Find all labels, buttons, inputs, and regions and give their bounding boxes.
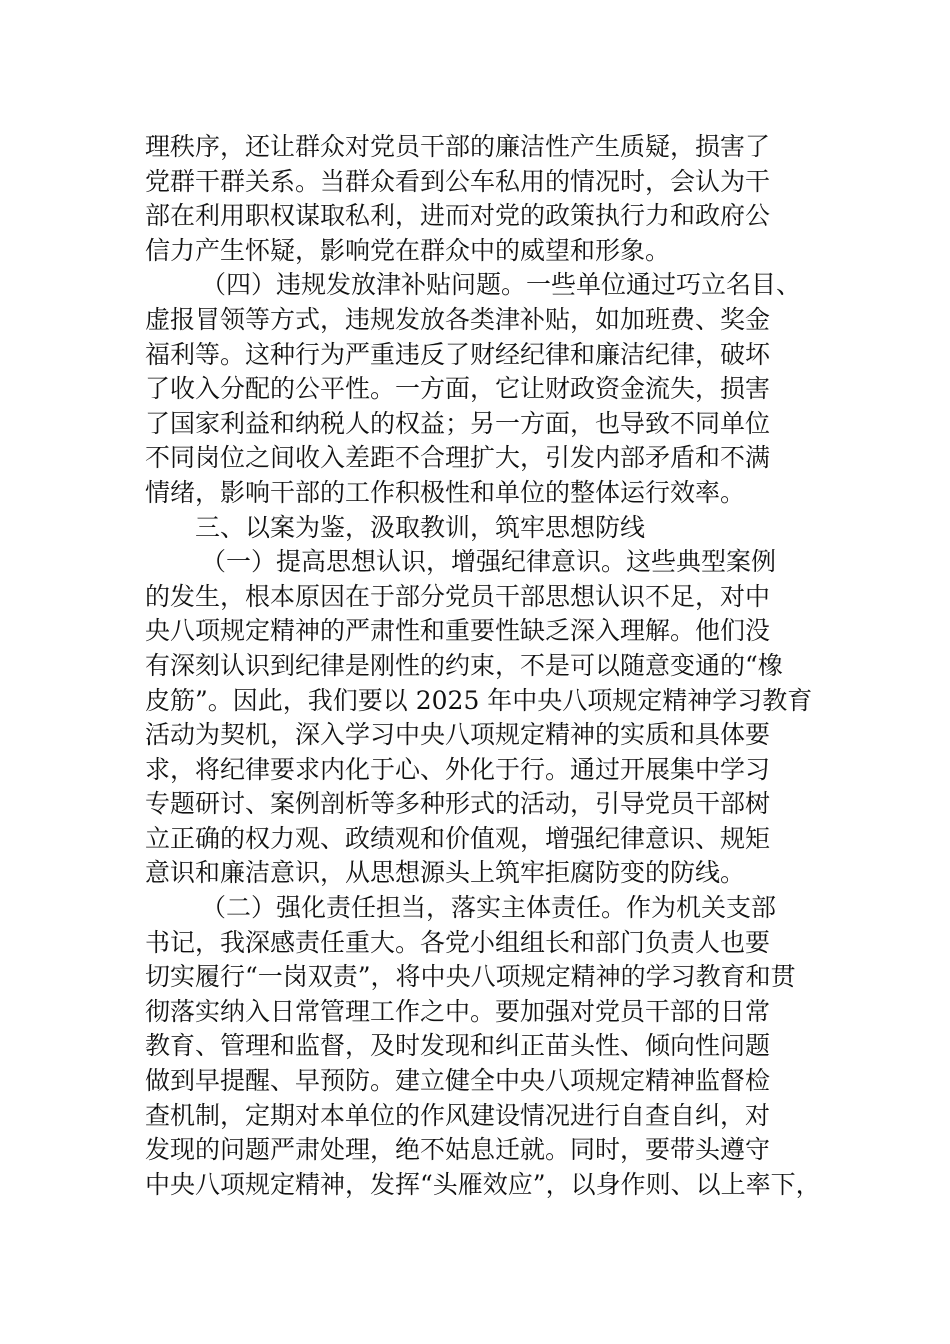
- paragraph-line: 彻落实纳入日常管理工作之中。要加强对党员干部的日常: [145, 996, 771, 1026]
- paragraph-continuation-line: 部在利用职权谋取私利，进而对党的政策执行力和政府公: [145, 201, 771, 231]
- paragraph-line: 不同岗位之间收入差距不合理扩大，引发内部矛盾和不满: [145, 443, 771, 473]
- paragraph-line: 了收入分配的公平性。一方面，它让财政资金流失，损害: [145, 374, 771, 404]
- paragraph-line: 发现的问题严肃处理，绝不姑息迁就。同时，要带头遵守: [145, 1135, 771, 1165]
- paragraph-line: 专题研讨、案例剖析等多种形式的活动，引导党员干部树: [145, 789, 771, 819]
- subsection-four-heading-line: （四）违规发放津补贴问题。一些单位通过巧立名目、: [201, 270, 802, 300]
- paragraph-line: 中央八项规定精神，发挥“头雁效应”，以身作则、以上率下，: [145, 1169, 821, 1199]
- paragraph-line: 做到早提醒、早预防。建立健全中央八项规定精神监督检: [145, 1066, 771, 1096]
- section-three-heading: 三、以案为鉴，汲取教训，筑牢思想防线: [195, 512, 646, 542]
- paragraph-continuation-line: 党群干群关系。当群众看到公车私用的情况时，会认为干: [145, 166, 771, 196]
- paragraph-line: 意识和廉洁意识，从思想源头上筑牢拒腐防变的防线。: [145, 858, 746, 888]
- paragraph-continuation-line: 信力产生怀疑，影响党在群众中的威望和形象。: [145, 235, 671, 265]
- paragraph-line: 求，将纪律要求内化于心、外化于行。通过开展集中学习: [145, 754, 771, 784]
- paragraph-line: 的发生，根本原因在于部分党员干部思想认识不足，对中: [145, 581, 771, 611]
- paragraph-line: 央八项规定精神的严肃性和重要性缺乏深入理解。他们没: [145, 616, 771, 646]
- paragraph-line: 查机制，定期对本单位的作风建设情况进行自查自纠，对: [145, 1100, 771, 1130]
- paragraph-line: 情绪，影响干部的工作积极性和单位的整体运行效率。: [145, 477, 746, 507]
- subsection-two-heading-line: （二）强化责任担当，落实主体责任。作为机关支部: [201, 893, 777, 923]
- paragraph-line: 教育、管理和监督，及时发现和纠正苗头性、倾向性问题: [145, 1031, 771, 1061]
- subsection-one-heading-line: （一）提高思想认识，增强纪律意识。这些典型案例: [201, 547, 777, 577]
- paragraph-line: 虚报冒领等方式，违规发放各类津补贴，如加班费、奖金: [145, 304, 771, 334]
- paragraph-line: 了国家利益和纳税人的权益；另一方面，也导致不同单位: [145, 408, 771, 438]
- paragraph-line: 切实履行“一岗双责”，将中央八项规定精神的学习教育和贯: [145, 962, 796, 992]
- document-body: [145, 130, 845, 1202]
- paragraph-line: 福利等。这种行为严重违反了财经纪律和廉洁纪律，破坏: [145, 339, 771, 369]
- paragraph-line: 活动为契机，深入学习中央八项规定精神的实质和具体要: [145, 720, 771, 750]
- paragraph-continuation-line: 理秩序，还让群众对党员干部的廉洁性产生质疑，损害了: [145, 132, 771, 161]
- paragraph-line: 立正确的权力观、政绩观和价值观，增强纪律意识、规矩: [145, 823, 771, 853]
- paragraph-line: 有深刻认识到纪律是刚性的约束，不是可以随意变通的“橡: [145, 650, 783, 680]
- paragraph-line: 皮筋”。因此，我们要以 2025 年中央八项规定精神学习教育: [145, 685, 813, 715]
- paragraph-line: 书记，我深感责任重大。各党小组组长和部门负责人也要: [145, 927, 771, 957]
